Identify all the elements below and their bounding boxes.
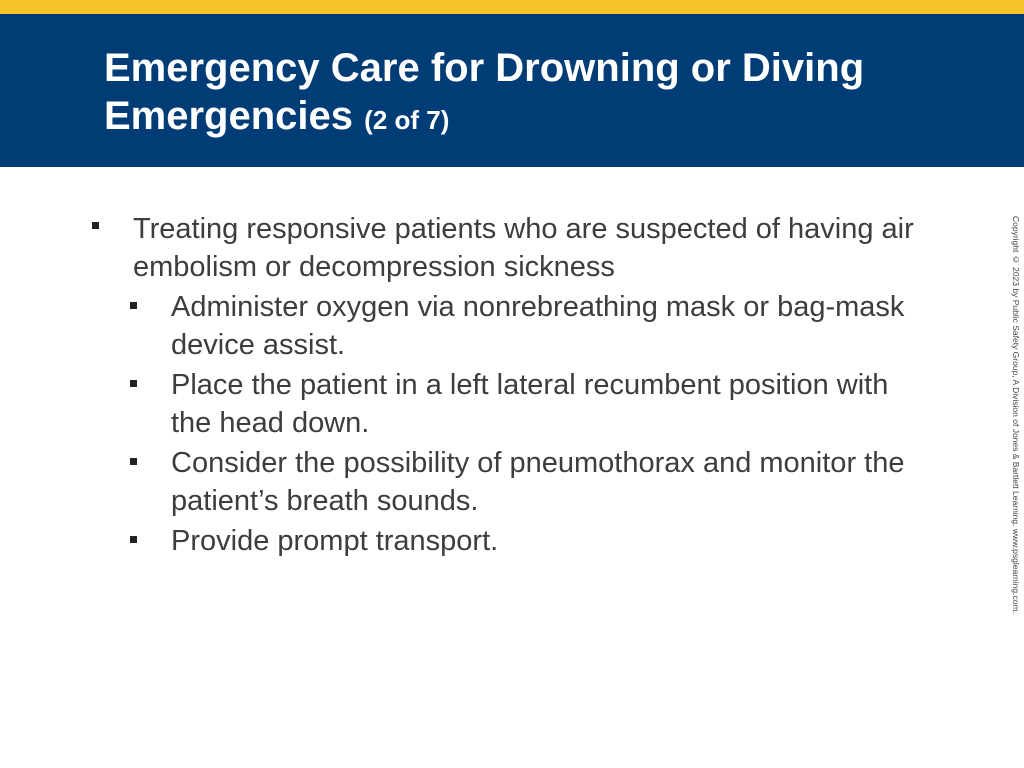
- slide-title-counter: (2 of 7): [364, 105, 450, 135]
- sub-bullet-item: [0, 444, 911, 520]
- square-bullet-icon: [130, 458, 137, 465]
- square-bullet-icon: [92, 222, 99, 229]
- slide-bullet-list: [0, 210, 1000, 560]
- gold-accent-stripe: [0, 0, 1024, 14]
- square-bullet-icon: [130, 302, 137, 309]
- sub-bullet-text: Administer oxygen via nonrebreathing mask or bag-mask device assist.: [171, 291, 905, 361]
- copyright-notice: Copyright © 2023 by Public Safety Group, A Division of Jones & Bartlett Learning. www.psglearning.com.: [1011, 216, 1021, 614]
- slide-title-main: Emergency Care for Drowning or Diving Emergencies: [104, 46, 865, 138]
- sub-bullet-item: [0, 366, 911, 442]
- sub-bullet-item: [0, 288, 911, 364]
- square-bullet-icon: [130, 536, 137, 543]
- bullet-item: [0, 210, 933, 286]
- sub-bullet-text: Place the patient in a left lateral recumbent position with the head down.: [171, 369, 889, 439]
- square-bullet-icon: [130, 380, 137, 387]
- sub-bullet-text: Consider the possibility of pneumothorax and monitor the patient’s breath sounds.: [171, 447, 905, 517]
- slide-title: [104, 44, 984, 144]
- sub-bullet-text: Provide prompt transport.: [171, 525, 499, 557]
- bullet-text: Treating responsive patients who are suspected of having air embolism or decompression sickness: [133, 213, 914, 283]
- sub-bullet-item: [0, 522, 911, 560]
